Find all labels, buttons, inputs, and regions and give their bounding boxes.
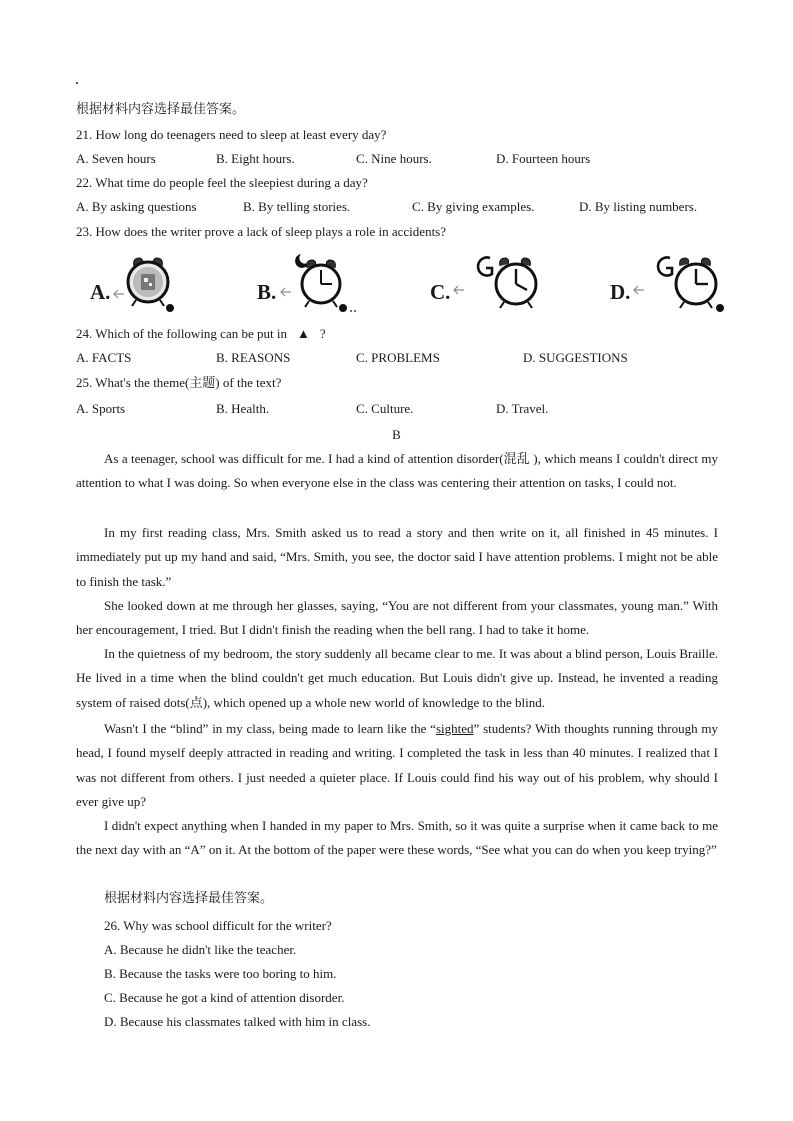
options-25 <box>76 401 726 417</box>
question-24 <box>76 326 326 342</box>
option-25-c[interactable]: C. Culture. <box>356 401 414 416</box>
option-21-a[interactable]: A. Seven hours <box>76 151 156 166</box>
instruction-b: 根据材料内容选择最佳答案。 <box>104 890 274 905</box>
question-23: 23. How does the writer prove a lack of sleep plays a role in accidents? <box>76 224 447 239</box>
option-24-b[interactable]: B. REASONS <box>216 350 291 365</box>
passage-paragraph: I didn't expect anything when I handed in my paper to Mrs. Smith, so it was quite a surprise when it came back to me the next day with an “A” on it. At the bottom of the paper were these words, “See what you can do when you keep trying?” <box>76 818 718 858</box>
clock-option-d-letter: D. <box>610 280 631 304</box>
option-26-b[interactable]: B. Because the tasks were too boring to him. <box>104 966 337 981</box>
option-22-b[interactable]: B. By telling stories. <box>243 199 351 214</box>
passage-paragraph <box>76 717 718 814</box>
option-25-d[interactable]: D. Travel. <box>496 401 549 416</box>
options-24 <box>76 350 726 366</box>
question-26: 26. Why was school difficult for the writer? <box>104 918 332 933</box>
question-24-end: ? <box>319 326 326 341</box>
answer-blank <box>287 326 320 342</box>
section-b-heading: B <box>392 427 401 442</box>
passage-paragraph: In the quietness of my bedroom, the story suddenly all became clear to me. It was about a blind person, Louis Braille. He lived in a time when the blind couldn't get much education. But Louis didn't give up. Instead, he invented a reading system of raised dots(点), which opened up a whole new world of knowledge to the blind. <box>76 646 718 710</box>
option-25-a[interactable]: A. Sports <box>76 401 126 416</box>
option-22-c[interactable]: C. By giving examples. <box>412 199 535 214</box>
clock-option-b-letter: B. <box>257 280 277 304</box>
option-21-b[interactable]: B. Eight hours. <box>216 151 295 166</box>
underlined-word: sighted <box>435 721 474 736</box>
question-25: 25. What's the theme(主题) of the text? <box>76 375 282 390</box>
passage-paragraph: She looked down at me through her glasses, saying, “You are not different from your classmates, young man.” With her encouragement, I tried. But I didn't finish the reading when the bell rang. I had to take it home. <box>76 598 718 638</box>
option-25-b[interactable]: B. Health. <box>216 401 270 416</box>
clock-option-d[interactable] <box>610 252 730 316</box>
clock-option-a[interactable] <box>90 252 210 316</box>
option-26-d[interactable]: D. Because his classmates talked with him in class. <box>104 1014 371 1029</box>
option-26-a[interactable]: A. Because he didn't like the teacher. <box>104 942 297 957</box>
clock-option-c-letter: C. <box>430 280 451 304</box>
question-21: 21. How long do teenagers need to sleep at least every day? <box>76 127 387 142</box>
passage-paragraph: In my first reading class, Mrs. Smith asked us to read a story and then write on it, all finished in 45 minutes. I immediately put up my hand and said, “Mrs. Smith, you see, the doctor said I have attention problems. I might not be able to finish the task.” <box>76 525 718 589</box>
option-24-d[interactable]: D. SUGGESTIONS <box>523 350 628 365</box>
clock-option-a-letter: A. <box>90 280 111 304</box>
blank-triangle-icon: ▲ <box>296 326 310 341</box>
options-21 <box>76 151 726 167</box>
option-22-d[interactable]: D. By listing numbers. <box>579 199 698 214</box>
option-26-c[interactable]: C. Because he got a kind of attention disorder. <box>104 990 345 1005</box>
alarm-clock-moon-icon <box>277 252 357 316</box>
scan-speck <box>76 82 78 84</box>
alarm-clock-ringing-icon <box>450 252 546 316</box>
option-24-a[interactable]: A. FACTS <box>76 350 132 365</box>
alarm-clock-ringing-icon <box>630 252 726 316</box>
clock-option-c[interactable] <box>430 252 550 316</box>
options-22 <box>76 199 726 215</box>
option-21-d[interactable]: D. Fourteen hours <box>496 151 591 166</box>
instruction-a: 根据材料内容选择最佳答案。 <box>76 101 246 116</box>
option-21-c[interactable]: C. Nine hours. <box>356 151 432 166</box>
option-24-c[interactable]: C. PROBLEMS <box>356 350 440 365</box>
clock-option-b[interactable] <box>257 252 377 316</box>
question-24-text: 24. Which of the following can be put in <box>76 326 287 341</box>
option-22-a[interactable]: A. By asking questions <box>76 199 197 214</box>
para5-rest: ” students? With thoughts running through my head, I found myself deeply attracted in reading and writing. I completed the task in less than 40 minutes. I realized that I was not different from others. I just needed a quieter place. If Louis could find his way out of his problem, why should I ever give up? <box>76 721 718 809</box>
question-22: 22. What time do people feel the sleepiest during a day? <box>76 175 368 190</box>
para5-start: Wasn't I the “blind” in my class, being made to learn like the “ <box>104 721 436 736</box>
passage-paragraph: As a teenager, school was difficult for me. I had a kind of attention disorder(混乱 ), which means I couldn't direct my attention to what I was doing. So when everyone else in the class was centering their attention on tasks, I could not. <box>76 451 718 491</box>
alarm-clock-blurred-icon <box>110 252 180 316</box>
